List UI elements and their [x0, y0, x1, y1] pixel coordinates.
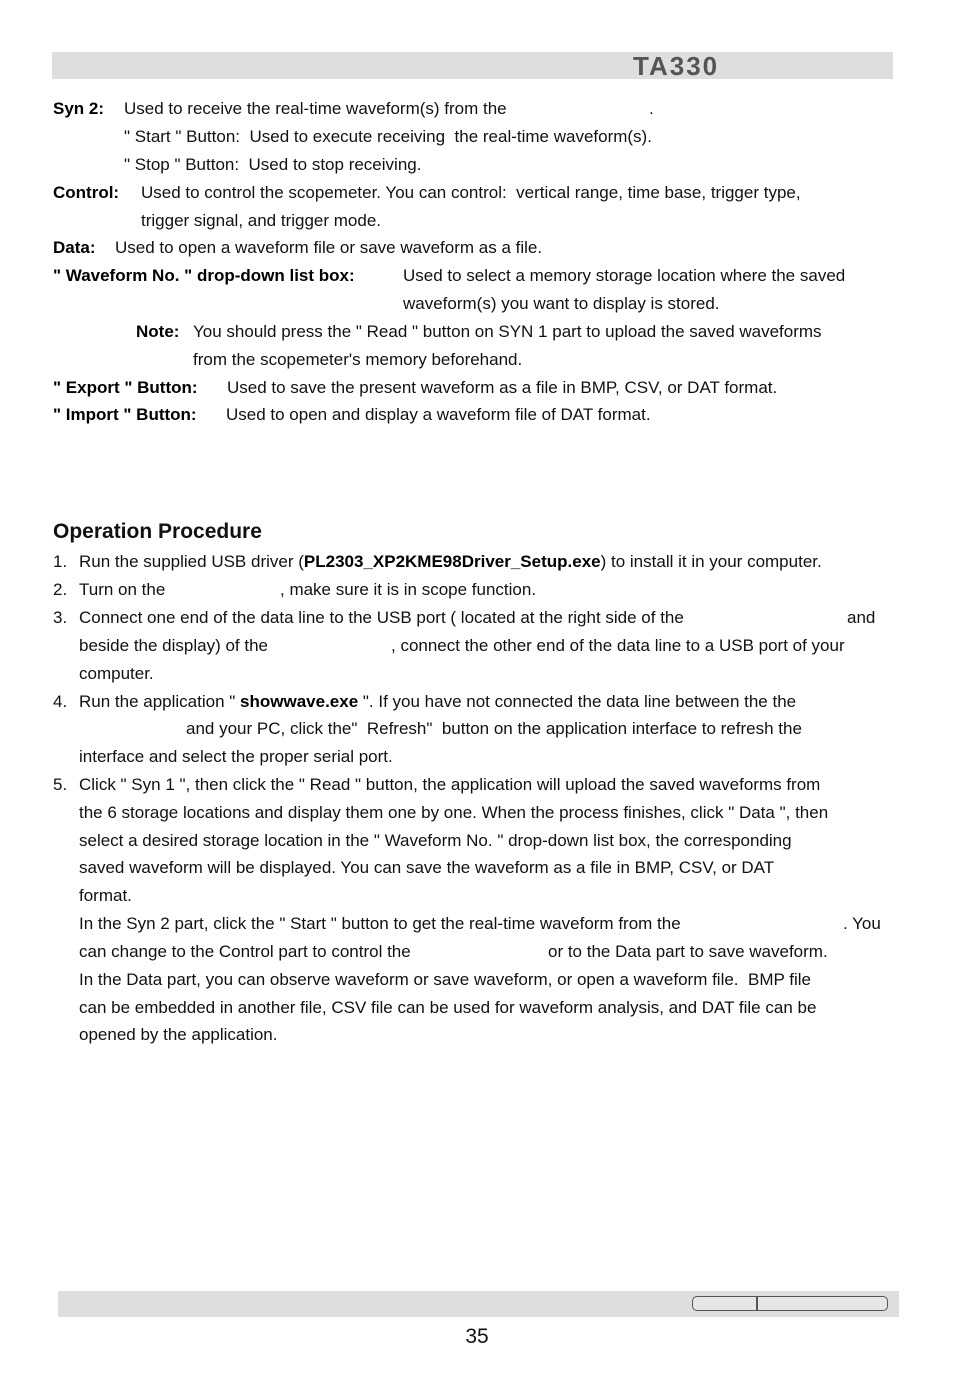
step-1-text-before: Run the supplied USB driver (	[79, 552, 304, 571]
step-3-line2-before: beside the display) of the	[79, 636, 269, 655]
note-line2: from the scopemeter's memory beforehand.	[193, 350, 523, 369]
step-5-syn2-line2-after: or to the Data part to save waveform.	[548, 942, 828, 961]
step-1-text-after: ) to install it in your computer.	[600, 552, 822, 571]
step-3-line1-after: and	[847, 608, 876, 627]
brand-title: TA330	[633, 51, 720, 81]
step-5-data-line2: can be embedded in another file, CSV file can be used for waveform analysis, and DAT file can be	[79, 998, 817, 1017]
import-button-desc: Used to open and display a waveform file of DAT format.	[226, 405, 651, 424]
step-1-number: 1.	[53, 552, 68, 571]
waveform-no-label: " Waveform No. " drop-down list box:	[53, 266, 355, 285]
import-button-label: " Import " Button:	[53, 405, 197, 424]
waveform-no-desc-line1: Used to select a memory storage location where the saved	[403, 266, 846, 285]
step-5-data-line3: opened by the application.	[79, 1025, 278, 1044]
syn2-label: Syn 2:	[53, 99, 105, 118]
data-label: Data:	[53, 238, 96, 257]
step-5-data-line1: In the Data part, you can observe waveform or save waveform, or open a waveform file. BMP file	[79, 970, 811, 989]
step-4-line3: interface and select the proper serial port.	[79, 747, 393, 766]
syn2-desc-end: .	[649, 99, 654, 118]
footer-tab-divider	[756, 1297, 758, 1310]
syn2-desc: Used to receive the real-time waveform(s) from the	[124, 99, 507, 118]
step-5-line1: Click " Syn 1 ", then click the " Read " button, the application will upload the saved waveforms from	[79, 775, 821, 794]
footer-tab-box	[692, 1296, 888, 1311]
step-5-line3: select a desired storage location in the " Waveform No. " drop-down list box, the corresponding	[79, 831, 792, 850]
step-4-line1-after: ". If you have not connected the data line between the the	[358, 692, 797, 711]
step-3-line2-after: , connect the other end of the data line to a USB port of your	[391, 636, 845, 655]
step-4-line2-after: and your PC, click the" Refresh" button on the application interface to refresh the	[186, 719, 802, 738]
step-2-number: 2.	[53, 580, 68, 599]
step-5-syn2-line1-after: . You	[843, 914, 881, 933]
step-3-line1-before: Connect one end of the data line to the USB port ( located at the right side of the	[79, 608, 684, 627]
step-3-number: 3.	[53, 608, 68, 627]
step-1-text	[79, 552, 822, 572]
step-3-line3: computer.	[79, 664, 154, 683]
step-4-line1	[79, 692, 796, 712]
step-5-line4: saved waveform will be displayed. You can save the waveform as a file in BMP, CSV, or DAT	[79, 858, 775, 877]
export-button-desc: Used to save the present waveform as a file in BMP, CSV, or DAT format.	[227, 378, 778, 397]
page-number: 35	[465, 1325, 489, 1348]
syn2-start-button-desc: " Start " Button: Used to execute receiving the real-time waveform(s).	[124, 127, 652, 146]
syn2-stop-button-desc: " Stop " Button: Used to stop receiving.	[124, 155, 422, 174]
data-desc: Used to open a waveform file or save waveform as a file.	[115, 238, 543, 257]
section-heading: Operation Procedure	[53, 520, 262, 543]
step-2-text-after: , make sure it is in scope function.	[280, 580, 537, 599]
control-desc-line1: Used to control the scopemeter. You can control: vertical range, time base, trigger type,	[141, 183, 801, 202]
note-line1: You should press the " Read " button on SYN 1 part to upload the saved waveforms	[193, 322, 822, 341]
step-2-text-before: Turn on the	[79, 580, 166, 599]
control-label: Control:	[53, 183, 120, 202]
control-desc-line2: trigger signal, and trigger mode.	[141, 211, 382, 230]
step-4-filename: showwave.exe	[240, 692, 359, 711]
note-label: Note:	[136, 322, 180, 341]
export-button-label: " Export " Button:	[53, 378, 198, 397]
step-4-line1-before: Run the application "	[79, 692, 241, 711]
step-4-number: 4.	[53, 692, 68, 711]
step-5-line5: format.	[79, 886, 132, 905]
waveform-no-desc-line2: waveform(s) you want to display is stored.	[403, 294, 720, 313]
step-5-number: 5.	[53, 775, 68, 794]
step-1-filename: PL2303_XP2KME98Driver_Setup.exe	[303, 552, 601, 571]
header-bar	[52, 52, 893, 79]
step-5-syn2-line2-before: can change to the Control part to control the	[79, 942, 411, 961]
step-5-line2: the 6 storage locations and display them one by one. When the process finishes, click " Data ", then	[79, 803, 829, 822]
step-5-syn2-line1-before: In the Syn 2 part, click the " Start " button to get the real-time waveform from the	[79, 914, 681, 933]
